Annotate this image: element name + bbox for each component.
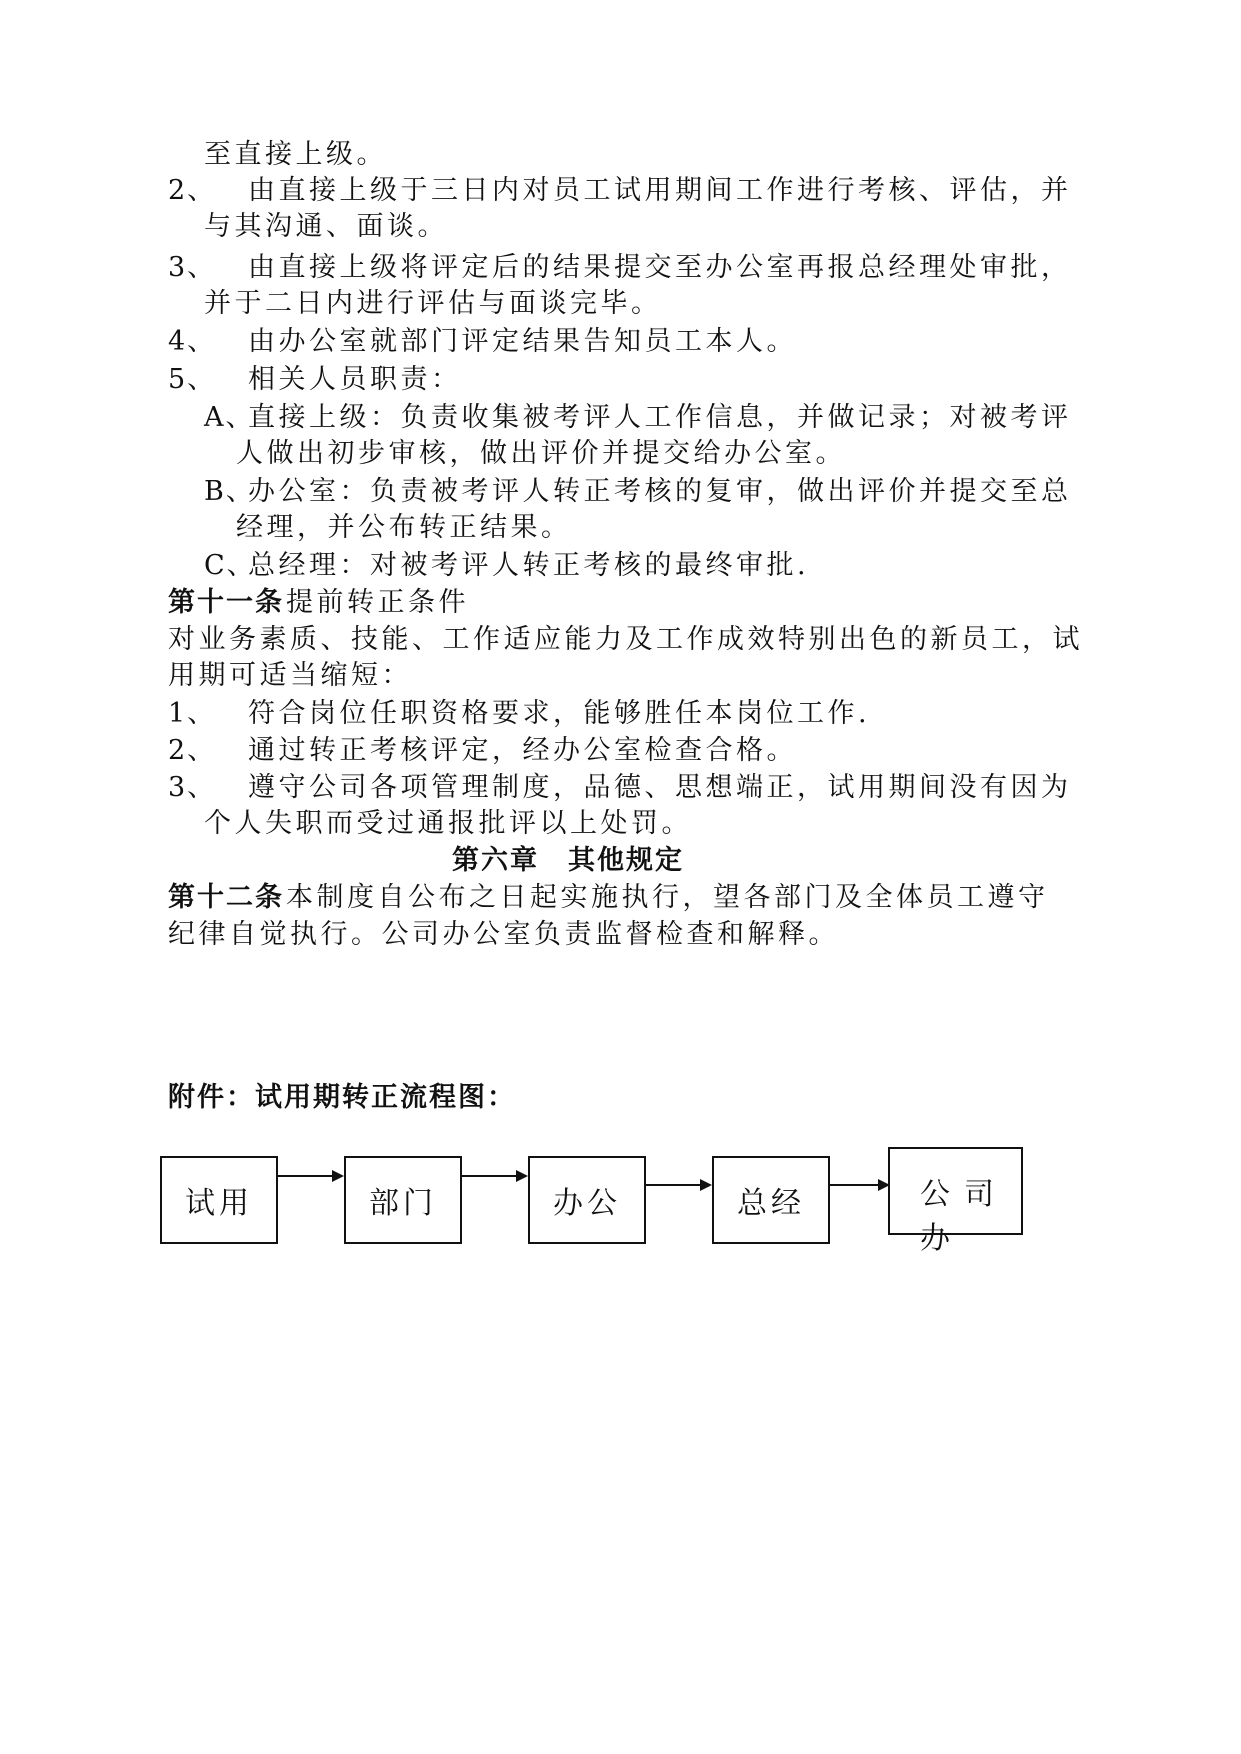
article-title: 第十一条 [168,587,284,618]
list-number: 4、 [168,326,217,357]
list-number: 2、 [168,735,217,766]
list-item-text: 由办公室就部门评定结果告知员工本人。 [248,326,797,357]
sublist-letter: A、 [204,402,255,433]
list-item-text: 通过转正考核评定，经办公室检查合格。 [248,735,797,766]
flow-box-trial: 试用 [160,1156,278,1244]
article-title: 第十二条 [168,882,284,913]
sublist-item-text: 经理，并公布转正结果。 [236,512,572,543]
flow-arrow [830,1184,878,1186]
flow-box-general-manager: 总经 [712,1156,830,1244]
arrow-head-icon [516,1170,528,1182]
flow-box-office: 办公 [528,1156,646,1244]
article-paragraph: 用期可适当缩短： [168,660,412,691]
arrow-head-icon [700,1179,712,1191]
list-number: 1、 [168,698,217,729]
chapter-heading: 第六章 其他规定 [452,845,684,876]
arrow-head-icon [332,1170,344,1182]
paragraph-continuation: 至直接上级。 [204,139,387,170]
list-item-text: 遵守公司各项管理制度，品德、思想端正，试用期间没有因为 [248,772,1072,803]
flow-arrow [278,1175,332,1177]
sublist-item-text: 人做出初步审核，做出评价并提交给办公室。 [236,438,846,469]
list-number: 3、 [168,252,217,283]
list-item-text: 个人失职而受过通报批评以上处罚。 [204,808,692,839]
article-paragraph: 本制度自公布之日起实施执行，望各部门及全体员工遵守 [286,882,1049,913]
list-item-text: 相关人员职责： [248,364,462,395]
article-paragraph: 纪律自觉执行。公司办公室负责监督检查和解释。 [168,919,839,950]
list-item-text: 并于二日内进行评估与面谈完毕。 [204,288,662,319]
sublist-letter: C、 [204,550,256,581]
sublist-item-text: 直接上级：负责收集被考评人工作信息，并做记录；对被考评 [248,402,1072,433]
list-number: 3、 [168,772,217,803]
list-item-text: 与其沟通、面谈。 [204,211,448,242]
list-item-text: 由直接上级于三日内对员工试用期间工作进行考核、评估，并 [248,175,1072,206]
article-subtitle: 提前转正条件 [286,587,469,618]
list-number: 5、 [168,364,217,395]
sublist-letter: B、 [204,476,255,507]
list-number: 2、 [168,175,217,206]
flow-arrow [462,1175,516,1177]
attachment-title: 附件：试用期转正流程图： [168,1082,516,1113]
list-item-text: 由直接上级将评定后的结果提交至办公室再报总经理处审批， [248,252,1072,283]
sublist-item-text: 总经理：对被考评人转正考核的最终审批. [248,550,810,581]
flow-box-department: 部门 [344,1156,462,1244]
flow-arrow [646,1184,700,1186]
article-paragraph: 对业务素质、技能、工作适应能力及工作成效特别出色的新员工，试 [168,624,1083,655]
list-item-text: 符合岗位任职资格要求，能够胜任本岗位工作. [248,698,871,729]
flow-box-company-office: 公司办 [888,1147,1023,1235]
sublist-item-text: 办公室：负责被考评人转正考核的复审，做出评价并提交至总 [248,476,1072,507]
